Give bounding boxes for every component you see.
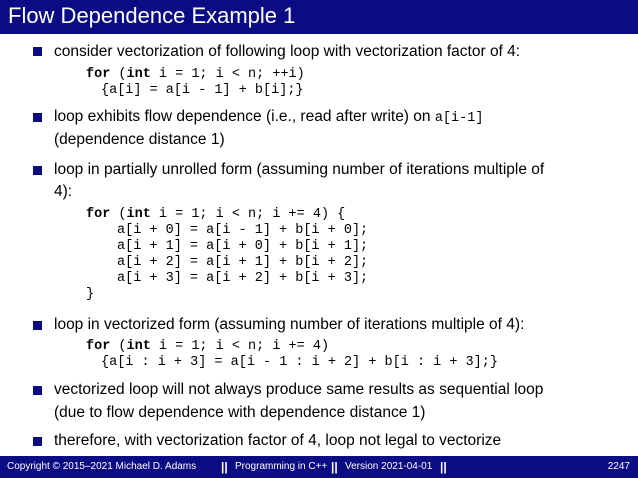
code-text: ( xyxy=(110,339,127,354)
code-loop2-line: a[i + 0] = a[i - 1] + b[i + 0]; xyxy=(117,223,369,238)
keyword-int: int xyxy=(126,339,151,354)
code-text: ( xyxy=(110,67,127,82)
bullet-1-text: consider vectorization of following loop with vectorization factor of 4: xyxy=(54,43,521,60)
footer-page-number: 2247 xyxy=(607,461,630,472)
keyword-for: for xyxy=(86,339,111,354)
footer-version: Version 2021-04-01 xyxy=(345,461,433,472)
code-loop2-line: a[i + 3] = a[i + 2] + b[i + 3]; xyxy=(117,271,369,286)
bullet-marker xyxy=(33,437,42,446)
footer-copyright: Copyright © 2015–2021 Michael D. Adams xyxy=(7,461,197,472)
footer-separator: || xyxy=(221,460,228,474)
bullet-2-line2: (dependence distance 1) xyxy=(54,131,225,148)
code-loop1-body: {a[i] = a[i - 1] + b[i];} xyxy=(101,83,304,98)
footer-separator: || xyxy=(440,460,447,474)
footer-bar xyxy=(0,456,638,478)
bullet-3-line2: 4): xyxy=(54,183,73,200)
code-text: ( xyxy=(110,207,127,222)
code-loop3-header xyxy=(86,339,329,355)
keyword-for: for xyxy=(86,67,111,82)
keyword-int: int xyxy=(126,207,151,222)
bullet-marker xyxy=(33,47,42,56)
code-loop3-body: {a[i : i + 3] = a[i - 1 : i + 2] + b[i : i + 3];} xyxy=(101,355,498,370)
code-loop2-line: a[i + 2] = a[i + 1] + b[i + 2]; xyxy=(117,255,369,270)
bullet-2-line1 xyxy=(54,106,483,129)
bullet-4-text: loop in vectorized form (assuming number of iterations multiple of 4): xyxy=(54,316,525,333)
bullet-marker xyxy=(33,386,42,395)
slide-title: Flow Dependence Example 1 xyxy=(8,3,296,28)
code-loop2-line: a[i + 1] = a[i + 0] + b[i + 1]; xyxy=(117,239,369,254)
bullet-3-line1: loop in partially unrolled form (assuming number of iterations multiple of xyxy=(54,161,545,178)
inline-code: a[i-1] xyxy=(434,111,484,126)
title-bar xyxy=(0,0,638,34)
code-loop2-header xyxy=(86,207,345,223)
bullet-5-line2: (due to flow dependence with dependence distance 1) xyxy=(54,404,426,421)
code-text: i = 1; i < n; i += 4) { xyxy=(150,207,346,222)
code-text: i = 1; i < n; ++i) xyxy=(150,67,305,82)
code-text: i = 1; i < n; i += 4) xyxy=(150,339,330,354)
bullet-marker xyxy=(33,321,42,330)
bullet-marker xyxy=(33,113,42,122)
slide-content xyxy=(0,34,638,454)
bullet-2-text: loop exhibits flow dependence (i.e., read after write) on xyxy=(54,108,435,125)
bullet-marker xyxy=(33,166,42,175)
code-loop1-header xyxy=(86,67,305,83)
keyword-int: int xyxy=(126,67,151,82)
keyword-for: for xyxy=(86,207,111,222)
code-loop2-close: } xyxy=(86,287,95,302)
bullet-6-text: therefore, with vectorization factor of 4, loop not legal to vectorize xyxy=(54,432,502,449)
footer-course: Programming in C++ xyxy=(235,461,328,472)
footer-separator: || xyxy=(331,460,338,474)
bullet-5-line1: vectorized loop will not always produce same results as sequential loop xyxy=(54,381,544,398)
